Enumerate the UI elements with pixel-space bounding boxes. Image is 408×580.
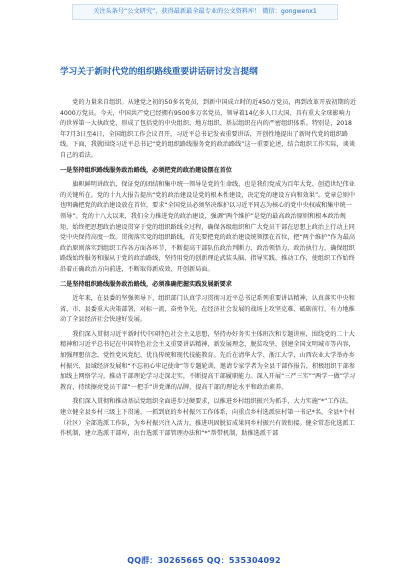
section-heading: 二是坚持组织路线服务政治路线，必须准确把握实践发展新要求 <box>60 280 232 288</box>
document-title: 学习关于新时代党的组织路线重要讲话研讨发言提纲 <box>60 67 258 77</box>
section-heading: 一是坚持组织路线服务政治路线，必须把党的政治建设摆在首位 <box>60 166 232 174</box>
promo-banner: 关注头条号“公文研究”，获得最新最全最专业的公文资料库！ 微信：gongwenx1 <box>72 4 338 20</box>
body-paragraph: 我们深入贯彻习近平新时代中国特色社会主义思想，坚持办好务实主体班次和专题讲座，围绕党的二十大精神和习近平总书记在中国特色社会主义重要讲话精神、新发展理念、脱贫攻坚、创建全国文明城市等内容，加强理想信念、党性党风党纪、优良传统和现代技能教育。先后在清华大学、浙江大学，山西农业大学举办乡村振兴、县域经济发展和“不忘初心牢记使命”等专题轮训，邀请专家学者为全县干部作报告，积极组织干部参加线上网络学习，推动干部理论学习走深走实，不断提高干部履职能力。深入开展“三严三实”“两学一做”学习教育，持续擦亮党员干部“一把手”讲党课的品牌，提高干部的理论水平和政治素养。 <box>60 330 356 391</box>
body-paragraph: 我们深入贯彻和推动基层党组织全面进步过硬要求，以推进乡村组织振兴为抓手，大力实施“*”工作法。建立健全县乡村三级上下贯通、一抓到底的乡村振兴工作体系，向重点乡村选派驻村第一书记*名，全县*个村（社区）全部选派工作队，为乡村振兴注入活力，推进巩固脱贫成果同乡村振兴有效衔接。健全常态化选派工作机制，建立选派干部库，出台选派干部管理办法和“*”帮带机制，助推选派干部 <box>60 398 355 438</box>
body-paragraph: 旗帜鲜明讲政治、保证党的团结和集中统一领导是党的生命线，也是我们党成为百年大党、创造世纪伟业的关键所在。党的十九大报告提出“党的政治建设是党的根本性建设，决定党的建设方向和效果”。党章总则中也明确把党的政治建设放在首位，要求“全国党员必须坚决维护以习近平同志为核心的党中央权威和集中统一领导”。党的十八大以来，我们全力推进党的政治建设，强调“两个维护”是党的最高政治原则和根本政治规矩，始终把思想政治建设贯穿于党的组织路线全过程，确保各级组织和广大党员干部在思想上政治上行动上同党中央保持高度一致。贯彻落实党的组织路线，首先要把党的政治建设统领摆在首位，把“两个维护”作为最高政治原则落实到组织工作各方面各环节，不断提高干部队伍政治判断力、政治领悟力、政治执行力，确保组织路线始终服务和服从于党的政治路线，坚持用党的创新理论武装头脑、指导实践、推动工作，使组织工作始终沿着正确政治方向前进，不断取得新成效、开创新局面。 <box>60 181 355 273</box>
contact-footer: QQ群：30265665 QQ：535304092 <box>127 556 281 565</box>
document-body <box>60 98 356 444</box>
body-paragraph: 近年来，在县委的坚强领导下，组织部门认真学习贯彻习近平总书记系列重要讲话精神，认真落实中央和省、市、县委重大决策部署，对标一流，奋勇争先，在经济社会发展的战场上攻坚克难、砥砺前行，有力地推动了全县经济社会快速好发展。 <box>60 295 355 324</box>
body-paragraph: 党的力量来自组织。从建党之初的50多名党员，到新中国成立时的近450万党员，再到改革开放初期的近4000万党员。今天，中国共产党已经拥有9500多万名党员、领导着14亿多人口大国、具有重大全球影响力的世界第一大执政党，形成了包括党的中央组织、地方组织、基层组织在内的严密组织体系。特别是，2018年7月3日至4日，全国组织工作会议召开，习近平总书记发表重要讲话，开创性地提出了新时代党的组织路线。下面，我就围绕习近平总书记“党的组织路线服务党的政治路线”这一重要论述，结合组织工作实际，谈谈自己的看法。 <box>60 99 356 159</box>
